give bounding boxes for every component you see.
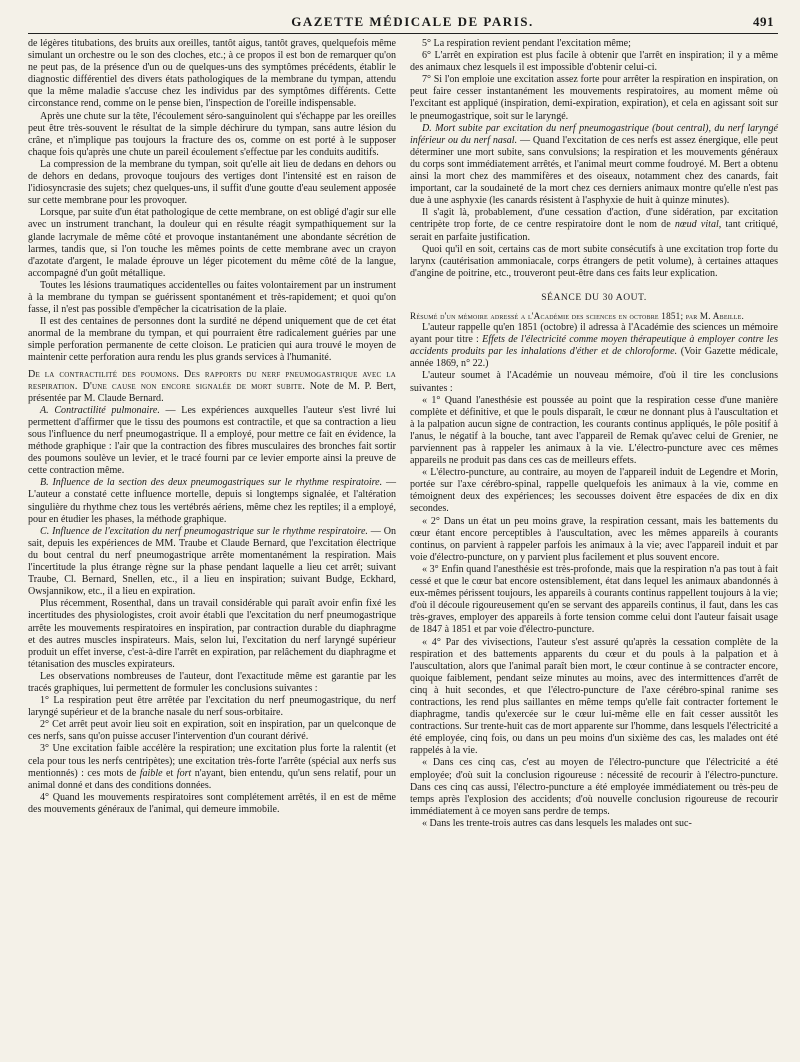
subheading: B. Influence de la section des deux pneumogastriques sur le rhythme respiratoire. (40, 477, 383, 489)
subheading: D. Mort subite par excitation du nerf pneumogastrique (bout central), du nerf laryngé inférieur ou du nerf nasal. (410, 122, 778, 146)
paragraph: Il est des centaines de personnes dont la surdité ne dépend uniquement que de cet état anormal de la membrane du tympan, et qui pourraient être radicalement guéries par une simple perforation permanente de cette cloison. Le praticien qui aura trouvé le moyen de maintenir cette perforation aura rendu les plus grands services à l'humanité. (28, 316, 396, 364)
session-heading: SÉANCE DU 30 AOUT. (541, 292, 647, 303)
section-heading (28, 369, 396, 405)
page-header (28, 14, 778, 34)
paragraph (28, 477, 396, 525)
summary-heading (410, 310, 778, 322)
paragraph: Après une chute sur la tête, l'écoulement séro-sanguinolent qui s'échappe par les oreilles peut être très-souvent le résultat de la simple déchirure du tympan, sans autre lésion du crâne, et n'implique pas toujours la fracture des os, comme on est porté à le supposer chaque fois qu'après une chute un pareil écoulement s'effectue par les conduits auditifs. (28, 110, 396, 158)
subheading: A. Contractilité pulmonaire. (40, 404, 160, 416)
paragraph: 6° L'arrêt en expiration est plus facile à obtenir que l'arrêt en inspiration; il y a même des animaux chez lesquels il est impossible d'obtenir celui-ci. (410, 50, 778, 74)
paragraph-body: — Quand l'excitation de ces nerfs est assez énergique, elle peut déterminer une mort subite, sans convulsions; la respiration et les mouvements généraux du corps sont immédiatement arrêtés, et l'animal meurt comme foudroyé. M. Bert a obtenu ainsi la mort chez des mammifères et des oiseaux, notamment chez des canards, fait important, car la soudaineté de la mort chez ces derniers animaux montre qu'elle n'est pas due à une asphyxie (les canards résistent à l'asphyxie de huit à quinze minutes). (410, 134, 778, 207)
paragraph: « 2° Dans un état un peu moins grave, la respiration cessant, mais les battements du cœur étant encore perceptibles à l'auscultation, avec les mêmes appareils à courants continus, on parvient à rappeler parfois les animaux à la vie; avec l'appareil induit et par voie d'électro-puncture, on y parvient plus facilement et plus souvent encore. (410, 515, 778, 563)
paragraph: « 4° Par des vivisections, l'auteur s'est assuré qu'après la cessation complète de la respiration et des battements apparents du cœur et du pouls à la palpation et à l'auscultation, alors que l'animal paraît bien mort, le cœur continue à se contracter encore, quoique faiblement, pendant seize minutes au moins, avec des intermittences d'arrêt de cinq à huit secondes, et que l'électro-puncture de l'axe cérébro-spinal ranime ses contractions, les rend plus saillantes en même temps qu'elle fait contracter fortement le diaphragme, tandis qu'exercée sur le cœur lui-même elle en fait cesser aussitôt les contractions. Sur trente-huit cas de mort apparente sur l'homme, dans lesquels l'électricité a été employée, cinq fois, ou dans un peu moins d'un sixième des cas, les malades ont été rappelés à la vie. (410, 636, 778, 757)
section-author: Note de M. P. Bert, présentée par M. Claude Bernard. (28, 380, 396, 404)
paragraph: 1° La respiration peut être arrêtée par l'excitation du nerf pneumogastrique, du nerf laryngé supérieur et de la branche nasale du nerf sous-orbitaire. (28, 695, 396, 719)
paragraph (410, 322, 778, 370)
summary-author: par M. Abeille. (683, 310, 744, 321)
text-run: , tant critiqué, serait en parfaite justification. (410, 219, 778, 243)
right-column (410, 38, 778, 830)
paragraph: La compression de la membrane du tympan, soit qu'elle ait lieu de dedans en dehors ou de dehors en dedans, provoque toujours des vertiges dont l'intensité est en raison de l'idiosyncrasie des sujets; chez quelques-uns, il suffit d'une goutte d'eau seulement apposée sur cette membrane pour les provoquer. (28, 158, 396, 207)
paragraph: Lorsque, par suite d'un état pathologique de cette membrane, on est obligé d'agir sur elle avec un instrument tranchant, la douleur qui en résulte réagit sympathiquement sur la glande lacrymale de même côté et provoque instantanément une abondante sécrétion de larmes, tandis que, si l'on touche les mêmes points de cette membrane avec un crayon d'azotate d'argent, le malade éprouve un léger picotement du même côté de la langue, accompagné d'un goût métallique. (28, 207, 396, 279)
newspaper-page (28, 14, 778, 830)
paragraph (28, 405, 396, 478)
text-run: 3° Une excitation faible accélère la respiration; une excitation plus forte la ralentit (et cela pour tous les nerfs centripètes); une excitation très-forte l'arrête (spécial aux nerfs sus mentionnés) : ces mots de (28, 743, 396, 779)
paragraph: Les observations nombreuses de l'auteur, dont l'exactitude même est garantie par les tracés graphiques, lui permettent de formuler les conclusions suivantes : (28, 670, 396, 694)
paragraph (410, 123, 778, 208)
italic-title: Effets de l'électricité comme moyen thérapeutique à employer contre les accidents produits par les inhalations d'éther et de chloroforme. (410, 334, 778, 358)
paragraph: « Dans ces cinq cas, c'est au moyen de l'électro-puncture que l'électricité a été employée; d'où suit la conclusion rigoureuse : nécessité de recourir à l'électro-puncture. Dans ces cinq cas aussi, l'électro-puncture a été employée immédiatement ou très-peu de temps après l'explosion des accidents; d'où nouvelle conclusion rigoureuse de recourir immédiatement à ce moyen sans perdre de temps. (410, 757, 778, 817)
paragraph: de légères titubations, des bruits aux oreilles, tantôt aigus, tantôt graves, quelquefois même simulant un orchestre ou le son des cloches, etc.; à ce propos il est bon de remarquer qu'on ne peut pas, de la présence d'un ou de quelques-uns des symptômes précédents, établir le diagnostic différentiel des divers états pathologiques de la membrane du tympan, attendu que la même maladie s'accuse chez les individus par des symptômes différents. Cette circonstance rend, comme on le pense bien, l'inspection de l'oreille indispensable. (28, 38, 396, 110)
paragraph: 4° Quand les mouvements respiratoires sont complétement arrêtés, il en est de même des mouvements généraux de l'animal, qui demeure immobile. (28, 791, 396, 815)
text-run: Il s'agit là, probablement, d'une cessation d'action, d'une sidération, par excitation centripète trop forte, de ce centre respiratoire dont le nom de (410, 207, 778, 231)
paragraph (410, 207, 778, 243)
paragraph: Quoi qu'il en soit, certains cas de mort subite consécutifs à une excitation trop forte du larynx (cautérisation ammoniacale, corps étrangers de petit volume), à certaines attaques d'angine de poitrine, etc., trouveront peut-être dans ces faits leur explication. (410, 243, 778, 279)
paragraph-body: — On sait, depuis les expériences de MM. Traube et Claude Bernard, que l'excitation électrique du bout central du nerf pneumogastrique arrête momentanément la respiration. Mais l'incertitude la plus étrange règne sur la phase pendant laquelle a lieu cet arrêt; suivant Traube, Cl. Bernard, Snellen, etc., il a lieu en inspiration; suivant Budge, Eckhard, Owsjannikow, etc., il a lieu en expiration. (28, 525, 396, 598)
text-columns (28, 38, 778, 830)
text-run: (Voir Gazette médicale, année 1869, n° 22.) (410, 346, 778, 370)
paragraph (28, 743, 396, 791)
paragraph: « 1° Quand l'anesthésie est poussée au point que la respiration cesse d'une manière complète et définitive, et que le pouls disparaît, le cœur ne donnant plus à l'auscultation et à la palpation aucun signe de contraction, les courants continus appliqués, le pôle positif à l'anus, le négatif à la bouche, tant avec l'appareil de Remak qu'avec celui de Grenier, ne parviennent pas à rappeler les animaux à la vie. L'électro-puncture avec ces mêmes appareils ne produit pas dans ces cas de meilleurs effets. (410, 394, 778, 467)
paragraph: « 3° Enfin quand l'anesthésie est très-profonde, mais que la respiration n'a pas tout à fait cessé et que le cœur bat encore ostensiblement, état dans lequel les animaux abandonnés à eux-mêmes périssent toujours, les appareils à courants continus rappellent toujours à la vie; d'où il découle rigoureusement qu'en se servant des appareils continus, il faut, dans les cas très-graves, employer des appareils à forte tension comme celui dont l'auteur faisait usage de 1847 à 1851 et par voie d'électro-puncture. (410, 563, 778, 636)
summary-title: Résumé d'un mémoire adressé a l'Académie des sciences en octobre 1851; (410, 310, 684, 321)
text-run: L'auteur rappelle qu'en 1851 (octobre) il adressa à l'Académie des sciences un mémoire ayant pour titre : (410, 322, 778, 346)
italic-word: faible (139, 767, 163, 779)
paragraph: L'auteur soumet à l'Académie un nouveau mémoire, d'où il tire les conclusions suivantes : (410, 370, 778, 394)
text-run: et (162, 767, 177, 779)
paragraph: « Dans les trente-trois autres cas dans lesquels les malades ont suc- (422, 817, 692, 829)
subheading: C. Influence de l'excitation du nerf pneumogastrique sur le rhythme respiratoire. (40, 525, 368, 537)
page-number: 491 (753, 14, 774, 29)
paragraph (28, 526, 396, 599)
paragraph: 2° Cet arrêt peut avoir lieu soit en expiration, soit en inspiration, par un quelconque de ces nerfs, sans qu'on puisse accuser l'intervention d'un courant dérivé. (28, 719, 396, 743)
text-run: n'ayant, bien entendu, qu'un sens relatif, pour un animal donné et dans des conditions données. (28, 767, 396, 791)
paragraph: Plus récemment, Rosenthal, dans un travail considérable qui paraît avoir enfin fixé les incertitudes des physiologistes, croit avoir établi que l'excitation du nerf pneumogastrique arrête les mouvements respiratoires en inspiration, par contraction durable du diaphragme et des autres muscles inspirateurs. Mais, selon lui, l'excitation du nerf laryngé supérieur produit un effet inverse, c'est-à-dire l'arrêt en expiration, par relâchement du diaphragme et tétanisation des muscles expirateurs. (28, 598, 396, 670)
paragraph: 7° Si l'on emploie une excitation assez forte pour arrêter la respiration en inspiration, on peut faire cesser instantanément les mouvements respiratoires, au moment même où l'excitant est appliqué (inspiration, demi-expiration, expiration), et cela en agissant soit sur le pneumogastrique, soit sur le laryngé. (410, 74, 778, 122)
section-title: De la contractilité des poumons. Des rapports du nerf pneumogastrique avec la respiration. D'une cause non encore signalée de mort subite. (28, 368, 396, 392)
paragraph: 5° La respiration revient pendant l'excitation même; (422, 38, 631, 49)
left-column (28, 38, 396, 830)
italic-word: fort (176, 767, 192, 779)
italic-word: nœud vital (674, 219, 719, 231)
journal-title: GAZETTE MÉDICALE DE PARIS. (291, 14, 534, 29)
paragraph: « L'électro-puncture, au contraire, au moyen de l'appareil induit de Legendre et Morin, portée sur l'axe cérébro-spinal, rappelle quelquefois les animaux à la vie, comme en témoignent deux des expériences; les secousses doivent être espacées de dix en dix secondes. (410, 467, 778, 515)
paragraph: Toutes les lésions traumatiques accidentelles ou faites volontairement par un instrument à la membrane du tympan se guérissent spontanément et très-rapidement; et quoi qu'on fasse, il n'est pas possible d'empêcher la cicatrisation de la plaie. (28, 279, 396, 316)
paragraph-body: — Les expériences auxquelles l'auteur s'est livré lui permettent d'affirmer que le tissu des poumons est contractile, et que sa contraction a lieu sous l'influence du nerf pneumogastrique. Il a employé, pour mettre ce fait en évidence, la méthode graphique : l'air que la contraction des fibres musculaires des bronches fait sortir des poumons soulève un levier, et le tracé fourni par ce levier emporte ainsi la preuve de cette contraction même. (28, 404, 396, 477)
paragraph-body: — L'auteur a constaté cette influence mortelle, depuis si longtemps signalée, et l'altération singulière du rhythme chez tous les vertébrés aériens, même chez les reptiles; il a employé, pour en étudier les phases, la méthode graphique. (28, 477, 396, 525)
